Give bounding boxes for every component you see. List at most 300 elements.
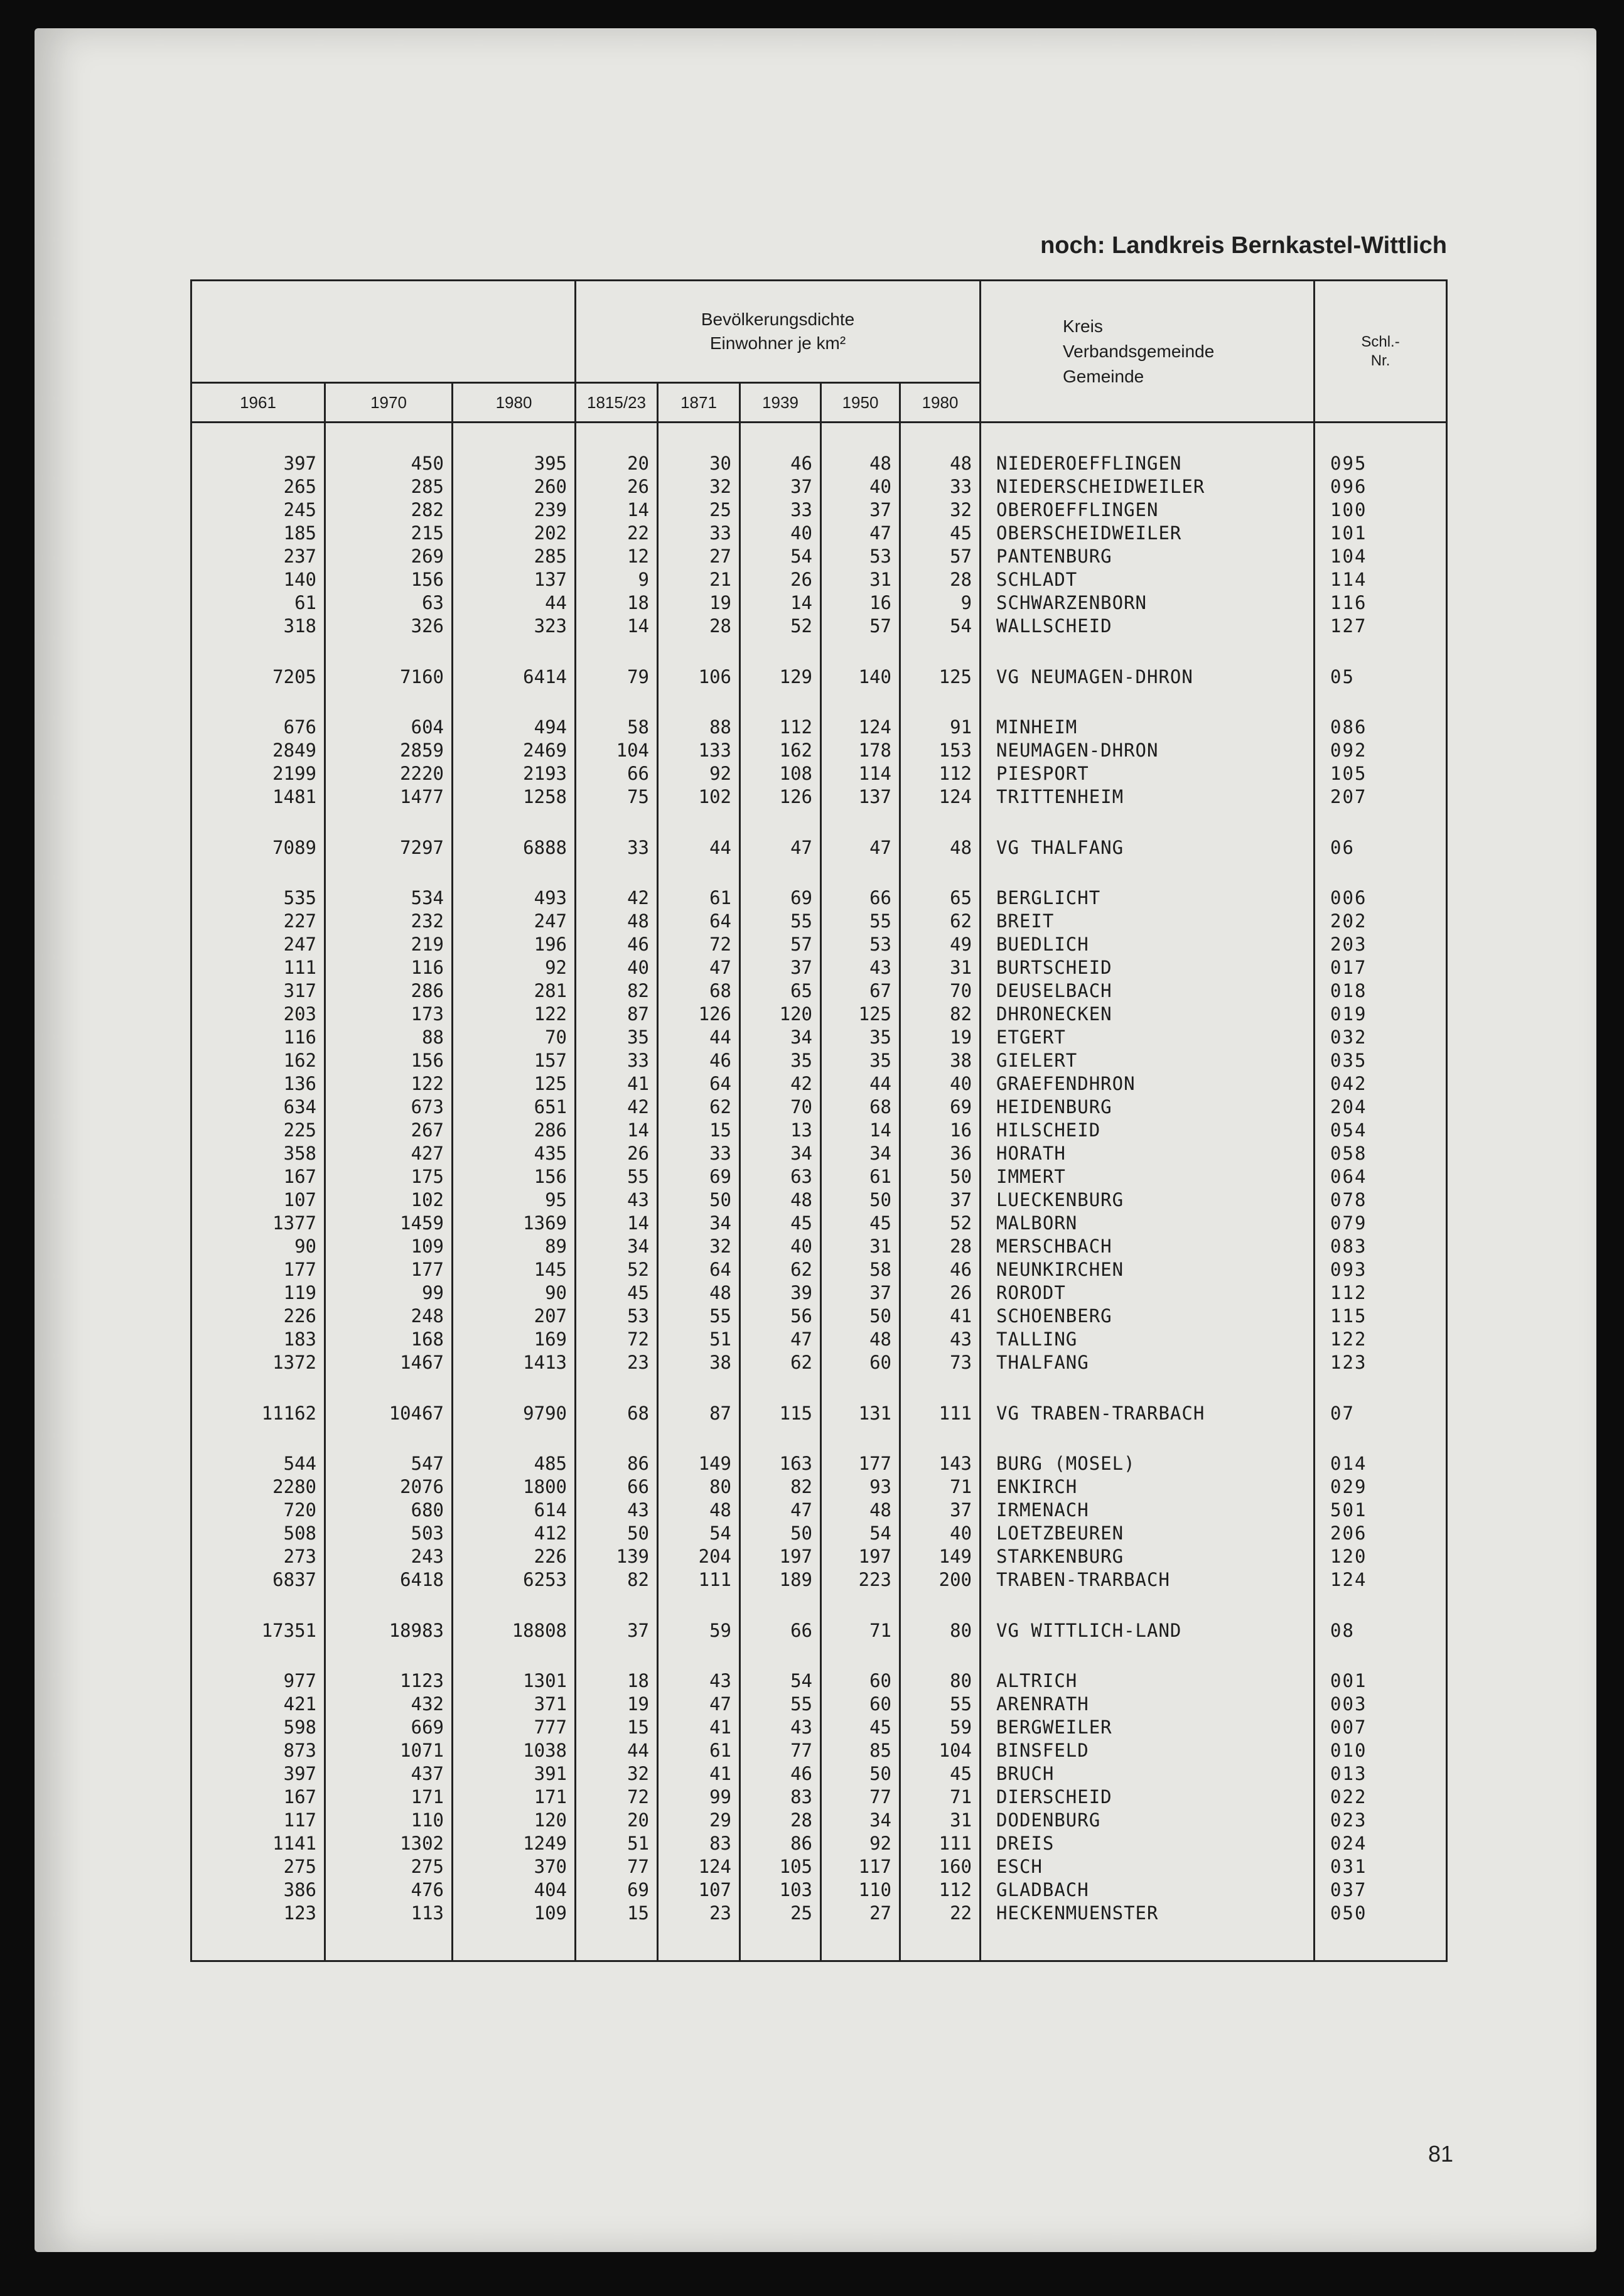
density-1950-cell: 50 bbox=[821, 1762, 900, 1786]
empty-cell bbox=[981, 1592, 1315, 1615]
place-name-cell: DIERSCHEID bbox=[981, 1786, 1315, 1809]
empty-cell bbox=[1315, 1925, 1447, 1961]
pop-1961-cell: 140 bbox=[191, 568, 325, 591]
density-1939-cell: 47 bbox=[740, 833, 821, 863]
pop-1961-cell: 90 bbox=[191, 1235, 325, 1258]
density-1950-cell: 50 bbox=[821, 1305, 900, 1328]
density-1939-cell: 189 bbox=[740, 1568, 821, 1592]
code-cell: 095 bbox=[1315, 452, 1447, 475]
density-1871-cell: 87 bbox=[658, 1398, 740, 1428]
density-title-line2: Einwohner je km² bbox=[709, 333, 846, 353]
pop-1961-cell: 11162 bbox=[191, 1398, 325, 1428]
pop-1961-cell: 226 bbox=[191, 1305, 325, 1328]
empty-cell bbox=[900, 423, 981, 453]
pop-1970-cell: 282 bbox=[325, 499, 453, 522]
density-1950-cell: 61 bbox=[821, 1165, 900, 1188]
density-1815-cell: 15 bbox=[576, 1716, 658, 1739]
year-header: 1970 bbox=[325, 383, 453, 423]
table-row bbox=[191, 452, 1447, 475]
density-1815-cell: 12 bbox=[576, 545, 658, 568]
density-1980-cell: 65 bbox=[900, 887, 981, 910]
density-1939-cell: 33 bbox=[740, 499, 821, 522]
place-name-cell: MALBORN bbox=[981, 1212, 1315, 1235]
density-1871-cell: 55 bbox=[658, 1305, 740, 1328]
pop-1970-cell: 1467 bbox=[325, 1351, 453, 1374]
code-cell: 007 bbox=[1315, 1716, 1447, 1739]
code-cell: 035 bbox=[1315, 1049, 1447, 1072]
density-1950-cell: 54 bbox=[821, 1522, 900, 1545]
code-cell: 101 bbox=[1315, 522, 1447, 545]
pop-1980-cell: 412 bbox=[453, 1522, 576, 1545]
empty-cell bbox=[740, 423, 821, 453]
place-name-cell: BREIT bbox=[981, 910, 1315, 933]
empty-cell bbox=[658, 423, 740, 453]
pop-1970-cell: 326 bbox=[325, 615, 453, 638]
code-cell: 010 bbox=[1315, 1739, 1447, 1762]
pop-1980-cell: 145 bbox=[453, 1258, 576, 1281]
pop-1961-cell: 6837 bbox=[191, 1568, 325, 1592]
density-1980-cell: 19 bbox=[900, 1026, 981, 1049]
place-name-cell: ENKIRCH bbox=[981, 1475, 1315, 1499]
table-row bbox=[191, 739, 1447, 762]
empty-cell bbox=[325, 809, 453, 833]
pop-1970-cell: 7160 bbox=[325, 662, 453, 692]
place-name-cell: BURG (MOSEL) bbox=[981, 1452, 1315, 1475]
empty-cell bbox=[740, 809, 821, 833]
code-cell: 019 bbox=[1315, 1003, 1447, 1026]
place-name-cell: HECKENMUENSTER bbox=[981, 1902, 1315, 1925]
empty-cell bbox=[981, 692, 1315, 716]
density-1939-cell: 42 bbox=[740, 1072, 821, 1096]
density-1980-cell: 48 bbox=[900, 833, 981, 863]
pop-1961-cell: 119 bbox=[191, 1281, 325, 1305]
density-1871-cell: 33 bbox=[658, 522, 740, 545]
density-1871-cell: 62 bbox=[658, 1096, 740, 1119]
code-cell: 093 bbox=[1315, 1258, 1447, 1281]
density-1871-cell: 126 bbox=[658, 1003, 740, 1026]
density-1815-cell: 14 bbox=[576, 615, 658, 638]
pop-1980-cell: 109 bbox=[453, 1902, 576, 1925]
density-1871-cell: 61 bbox=[658, 887, 740, 910]
density-1815-cell: 14 bbox=[576, 1119, 658, 1142]
density-1980-cell: 200 bbox=[900, 1568, 981, 1592]
density-1939-cell: 69 bbox=[740, 887, 821, 910]
table-row bbox=[191, 1188, 1447, 1212]
pop-1970-cell: 175 bbox=[325, 1165, 453, 1188]
code-cell: 100 bbox=[1315, 499, 1447, 522]
density-1950-cell: 48 bbox=[821, 452, 900, 475]
pop-1961-cell: 2199 bbox=[191, 762, 325, 785]
group-row bbox=[191, 1615, 1447, 1646]
spacer-row bbox=[191, 692, 1447, 716]
density-1871-cell: 111 bbox=[658, 1568, 740, 1592]
pop-1980-cell: 435 bbox=[453, 1142, 576, 1165]
density-1980-cell: 69 bbox=[900, 1096, 981, 1119]
density-1815-cell: 9 bbox=[576, 568, 658, 591]
empty-cell bbox=[191, 692, 325, 716]
density-1939-cell: 46 bbox=[740, 452, 821, 475]
pop-1961-cell: 318 bbox=[191, 615, 325, 638]
pop-1961-cell: 247 bbox=[191, 933, 325, 956]
density-1939-cell: 120 bbox=[740, 1003, 821, 1026]
pop-1961-cell: 720 bbox=[191, 1499, 325, 1522]
density-1815-cell: 20 bbox=[576, 1809, 658, 1832]
pop-1961-cell: 1372 bbox=[191, 1351, 325, 1374]
density-1815-cell: 58 bbox=[576, 716, 658, 739]
empty-cell bbox=[740, 692, 821, 716]
density-1950-cell: 37 bbox=[821, 499, 900, 522]
pop-1970-cell: 2076 bbox=[325, 1475, 453, 1499]
empty-cell bbox=[821, 1428, 900, 1452]
empty-cell bbox=[821, 423, 900, 453]
density-1871-cell: 80 bbox=[658, 1475, 740, 1499]
density-1871-cell: 64 bbox=[658, 910, 740, 933]
density-1950-cell: 48 bbox=[821, 1499, 900, 1522]
pop-1970-cell: 248 bbox=[325, 1305, 453, 1328]
place-name-cell: BERGLICHT bbox=[981, 887, 1315, 910]
density-1950-cell: 93 bbox=[821, 1475, 900, 1499]
density-1871-cell: 46 bbox=[658, 1049, 740, 1072]
density-1950-cell: 71 bbox=[821, 1615, 900, 1646]
density-1815-cell: 72 bbox=[576, 1328, 658, 1351]
empty-cell bbox=[325, 1925, 453, 1961]
density-1980-cell: 54 bbox=[900, 615, 981, 638]
code-cell: 207 bbox=[1315, 785, 1447, 809]
table-row bbox=[191, 475, 1447, 499]
density-1815-cell: 33 bbox=[576, 1049, 658, 1072]
density-1939-cell: 66 bbox=[740, 1615, 821, 1646]
density-1815-cell: 34 bbox=[576, 1235, 658, 1258]
empty-cell bbox=[981, 1646, 1315, 1669]
pop-1961-cell: 167 bbox=[191, 1786, 325, 1809]
table-row bbox=[191, 1669, 1447, 1693]
pop-1970-cell: 1123 bbox=[325, 1669, 453, 1693]
pop-1970-cell: 604 bbox=[325, 716, 453, 739]
density-1871-cell: 64 bbox=[658, 1258, 740, 1281]
density-1950-cell: 40 bbox=[821, 475, 900, 499]
density-1871-cell: 28 bbox=[658, 615, 740, 638]
density-1950-cell: 53 bbox=[821, 933, 900, 956]
table-row bbox=[191, 1568, 1447, 1592]
pop-1970-cell: 673 bbox=[325, 1096, 453, 1119]
pop-1961-cell: 116 bbox=[191, 1026, 325, 1049]
table-row bbox=[191, 1716, 1447, 1739]
density-1871-cell: 38 bbox=[658, 1351, 740, 1374]
pop-1980-cell: 239 bbox=[453, 499, 576, 522]
pop-1980-cell: 247 bbox=[453, 910, 576, 933]
density-1815-cell: 20 bbox=[576, 452, 658, 475]
table-row bbox=[191, 1809, 1447, 1832]
pop-1970-cell: 286 bbox=[325, 979, 453, 1003]
empty-cell bbox=[325, 423, 453, 453]
spacer-row bbox=[191, 1646, 1447, 1669]
density-title-line1: Bevölkerungsdichte bbox=[701, 310, 855, 329]
density-1871-cell: 64 bbox=[658, 1072, 740, 1096]
pop-1980-cell: 404 bbox=[453, 1878, 576, 1902]
place-name-cell: BURTSCHEID bbox=[981, 956, 1315, 979]
empty-cell bbox=[576, 638, 658, 662]
pop-1961-cell: 61 bbox=[191, 591, 325, 615]
density-1815-cell: 41 bbox=[576, 1072, 658, 1096]
empty-cell bbox=[576, 1374, 658, 1398]
empty-cell bbox=[981, 809, 1315, 833]
pop-1970-cell: 680 bbox=[325, 1499, 453, 1522]
code-cell: 050 bbox=[1315, 1902, 1447, 1925]
density-1815-cell: 40 bbox=[576, 956, 658, 979]
pop-1970-cell: 669 bbox=[325, 1716, 453, 1739]
spacer-row bbox=[191, 809, 1447, 833]
empty-cell bbox=[900, 1925, 981, 1961]
empty-cell bbox=[821, 638, 900, 662]
empty-cell bbox=[325, 863, 453, 887]
density-1939-cell: 34 bbox=[740, 1142, 821, 1165]
population-header-blank bbox=[191, 281, 576, 383]
pop-1961-cell: 977 bbox=[191, 1669, 325, 1693]
density-1980-cell: 91 bbox=[900, 716, 981, 739]
density-1980-cell: 48 bbox=[900, 452, 981, 475]
density-1815-cell: 48 bbox=[576, 910, 658, 933]
place-name-cell: PIESPORT bbox=[981, 762, 1315, 785]
population-table bbox=[190, 279, 1448, 1962]
density-1980-cell: 143 bbox=[900, 1452, 981, 1475]
pop-1961-cell: 245 bbox=[191, 499, 325, 522]
table-row bbox=[191, 499, 1447, 522]
density-1939-cell: 108 bbox=[740, 762, 821, 785]
code-cell: 123 bbox=[1315, 1351, 1447, 1374]
empty-cell bbox=[325, 1646, 453, 1669]
code-cell: 115 bbox=[1315, 1305, 1447, 1328]
table-row bbox=[191, 1499, 1447, 1522]
pop-1980-cell: 44 bbox=[453, 591, 576, 615]
empty-cell bbox=[740, 1374, 821, 1398]
pop-1980-cell: 323 bbox=[453, 615, 576, 638]
density-1980-cell: 31 bbox=[900, 1809, 981, 1832]
density-1980-cell: 160 bbox=[900, 1855, 981, 1878]
year-header: 1980 bbox=[453, 383, 576, 423]
pop-1961-cell: 111 bbox=[191, 956, 325, 979]
table-row bbox=[191, 591, 1447, 615]
pop-1970-cell: 102 bbox=[325, 1188, 453, 1212]
empty-cell bbox=[191, 1646, 325, 1669]
pop-1980-cell: 260 bbox=[453, 475, 576, 499]
density-1939-cell: 103 bbox=[740, 1878, 821, 1902]
density-1815-cell: 82 bbox=[576, 1568, 658, 1592]
pop-1961-cell: 634 bbox=[191, 1096, 325, 1119]
pop-1980-cell: 169 bbox=[453, 1328, 576, 1351]
density-1950-cell: 44 bbox=[821, 1072, 900, 1096]
table-row bbox=[191, 1096, 1447, 1119]
table-row bbox=[191, 1003, 1447, 1026]
density-1871-cell: 83 bbox=[658, 1832, 740, 1855]
pop-1961-cell: 162 bbox=[191, 1049, 325, 1072]
empty-cell bbox=[900, 1374, 981, 1398]
place-name-cell: MINHEIM bbox=[981, 716, 1315, 739]
pop-1980-cell: 286 bbox=[453, 1119, 576, 1142]
empty-cell bbox=[453, 1428, 576, 1452]
density-1871-cell: 61 bbox=[658, 1739, 740, 1762]
pop-1980-cell: 95 bbox=[453, 1188, 576, 1212]
density-1980-cell: 73 bbox=[900, 1351, 981, 1374]
density-1980-cell: 111 bbox=[900, 1398, 981, 1428]
density-1871-cell: 133 bbox=[658, 739, 740, 762]
table-row bbox=[191, 1693, 1447, 1716]
pop-1980-cell: 2469 bbox=[453, 739, 576, 762]
pop-1970-cell: 171 bbox=[325, 1786, 453, 1809]
density-1871-cell: 204 bbox=[658, 1545, 740, 1568]
empty-cell bbox=[453, 423, 576, 453]
empty-cell bbox=[740, 1646, 821, 1669]
place-name-cell: THALFANG bbox=[981, 1351, 1315, 1374]
table-row bbox=[191, 910, 1447, 933]
empty-cell bbox=[658, 1592, 740, 1615]
empty-cell bbox=[658, 638, 740, 662]
density-1950-cell: 50 bbox=[821, 1188, 900, 1212]
pop-1970-cell: 215 bbox=[325, 522, 453, 545]
density-1950-cell: 60 bbox=[821, 1669, 900, 1693]
pop-1961-cell: 873 bbox=[191, 1739, 325, 1762]
density-1815-cell: 45 bbox=[576, 1281, 658, 1305]
table-row bbox=[191, 1855, 1447, 1878]
density-1815-cell: 19 bbox=[576, 1693, 658, 1716]
empty-cell bbox=[981, 1925, 1315, 1961]
empty-cell bbox=[453, 1925, 576, 1961]
empty-cell bbox=[658, 1646, 740, 1669]
empty-cell bbox=[1315, 1592, 1447, 1615]
density-1939-cell: 52 bbox=[740, 615, 821, 638]
density-1815-cell: 52 bbox=[576, 1258, 658, 1281]
code-cell: 023 bbox=[1315, 1809, 1447, 1832]
pop-1980-cell: 157 bbox=[453, 1049, 576, 1072]
density-1950-cell: 34 bbox=[821, 1142, 900, 1165]
density-1815-cell: 14 bbox=[576, 1212, 658, 1235]
spacer-row bbox=[191, 1592, 1447, 1615]
table-row bbox=[191, 1739, 1447, 1762]
empty-cell bbox=[740, 1925, 821, 1961]
density-1980-cell: 104 bbox=[900, 1739, 981, 1762]
density-1980-cell: 26 bbox=[900, 1281, 981, 1305]
pop-1970-cell: 450 bbox=[325, 452, 453, 475]
pop-1970-cell: 99 bbox=[325, 1281, 453, 1305]
pop-1980-cell: 137 bbox=[453, 568, 576, 591]
year-header: 1961 bbox=[191, 383, 325, 423]
empty-cell bbox=[325, 1428, 453, 1452]
density-1939-cell: 82 bbox=[740, 1475, 821, 1499]
density-1815-cell: 77 bbox=[576, 1855, 658, 1878]
density-1980-cell: 52 bbox=[900, 1212, 981, 1235]
kreis-header bbox=[981, 281, 1315, 423]
table-row bbox=[191, 1545, 1447, 1568]
pop-1980-cell: 1249 bbox=[453, 1832, 576, 1855]
code-cell: 032 bbox=[1315, 1026, 1447, 1049]
table-row bbox=[191, 1142, 1447, 1165]
pop-1980-cell: 370 bbox=[453, 1855, 576, 1878]
density-1939-cell: 57 bbox=[740, 933, 821, 956]
density-1980-cell: 71 bbox=[900, 1786, 981, 1809]
pop-1970-cell: 1477 bbox=[325, 785, 453, 809]
schl-header bbox=[1315, 281, 1447, 423]
empty-cell bbox=[453, 1646, 576, 1669]
pop-1970-cell: 2859 bbox=[325, 739, 453, 762]
pop-1980-cell: 1038 bbox=[453, 1739, 576, 1762]
pop-1961-cell: 397 bbox=[191, 1762, 325, 1786]
code-cell: 079 bbox=[1315, 1212, 1447, 1235]
place-name-cell: IMMERT bbox=[981, 1165, 1315, 1188]
spacer-row bbox=[191, 1428, 1447, 1452]
empty-cell bbox=[576, 1428, 658, 1452]
table-row bbox=[191, 1475, 1447, 1499]
pop-1980-cell: 391 bbox=[453, 1762, 576, 1786]
density-1980-cell: 40 bbox=[900, 1522, 981, 1545]
code-cell: 06 bbox=[1315, 833, 1447, 863]
table-bottom-padding bbox=[191, 1925, 1447, 1961]
place-name-cell: ESCH bbox=[981, 1855, 1315, 1878]
empty-cell bbox=[821, 692, 900, 716]
table-row bbox=[191, 1165, 1447, 1188]
empty-cell bbox=[740, 638, 821, 662]
pop-1980-cell: 226 bbox=[453, 1545, 576, 1568]
table-row bbox=[191, 887, 1447, 910]
density-1871-cell: 68 bbox=[658, 979, 740, 1003]
pop-1980-cell: 285 bbox=[453, 545, 576, 568]
density-1980-cell: 9 bbox=[900, 591, 981, 615]
density-1871-cell: 44 bbox=[658, 833, 740, 863]
empty-cell bbox=[325, 638, 453, 662]
pop-1970-cell: 219 bbox=[325, 933, 453, 956]
place-name-cell: SCHOENBERG bbox=[981, 1305, 1315, 1328]
density-1950-cell: 14 bbox=[821, 1119, 900, 1142]
density-1939-cell: 62 bbox=[740, 1351, 821, 1374]
code-cell: 206 bbox=[1315, 1522, 1447, 1545]
place-name-cell: PANTENBURG bbox=[981, 545, 1315, 568]
density-1980-cell: 124 bbox=[900, 785, 981, 809]
table-row bbox=[191, 1235, 1447, 1258]
pop-1970-cell: 6418 bbox=[325, 1568, 453, 1592]
empty-cell bbox=[1315, 809, 1447, 833]
pop-1970-cell: 7297 bbox=[325, 833, 453, 863]
density-1939-cell: 126 bbox=[740, 785, 821, 809]
pop-1970-cell: 110 bbox=[325, 1809, 453, 1832]
code-cell: 037 bbox=[1315, 1878, 1447, 1902]
density-1980-cell: 32 bbox=[900, 499, 981, 522]
density-1871-cell: 25 bbox=[658, 499, 740, 522]
pop-1980-cell: 90 bbox=[453, 1281, 576, 1305]
density-1871-cell: 19 bbox=[658, 591, 740, 615]
density-1939-cell: 55 bbox=[740, 1693, 821, 1716]
density-1871-cell: 107 bbox=[658, 1878, 740, 1902]
place-name-cell: LUECKENBURG bbox=[981, 1188, 1315, 1212]
pop-1980-cell: 1258 bbox=[453, 785, 576, 809]
empty-cell bbox=[740, 1428, 821, 1452]
pop-1980-cell: 18808 bbox=[453, 1615, 576, 1646]
table-row bbox=[191, 1119, 1447, 1142]
density-1950-cell: 48 bbox=[821, 1328, 900, 1351]
empty-cell bbox=[900, 692, 981, 716]
code-cell: 120 bbox=[1315, 1545, 1447, 1568]
density-1939-cell: 37 bbox=[740, 956, 821, 979]
pop-1961-cell: 1377 bbox=[191, 1212, 325, 1235]
density-year-header: 1950 bbox=[821, 383, 900, 423]
table-row bbox=[191, 716, 1447, 739]
density-1950-cell: 35 bbox=[821, 1026, 900, 1049]
empty-cell bbox=[658, 809, 740, 833]
pop-1961-cell: 317 bbox=[191, 979, 325, 1003]
density-1950-cell: 68 bbox=[821, 1096, 900, 1119]
density-1871-cell: 33 bbox=[658, 1142, 740, 1165]
density-1950-cell: 47 bbox=[821, 522, 900, 545]
empty-cell bbox=[325, 1374, 453, 1398]
density-1939-cell: 47 bbox=[740, 1499, 821, 1522]
empty-cell bbox=[821, 1592, 900, 1615]
